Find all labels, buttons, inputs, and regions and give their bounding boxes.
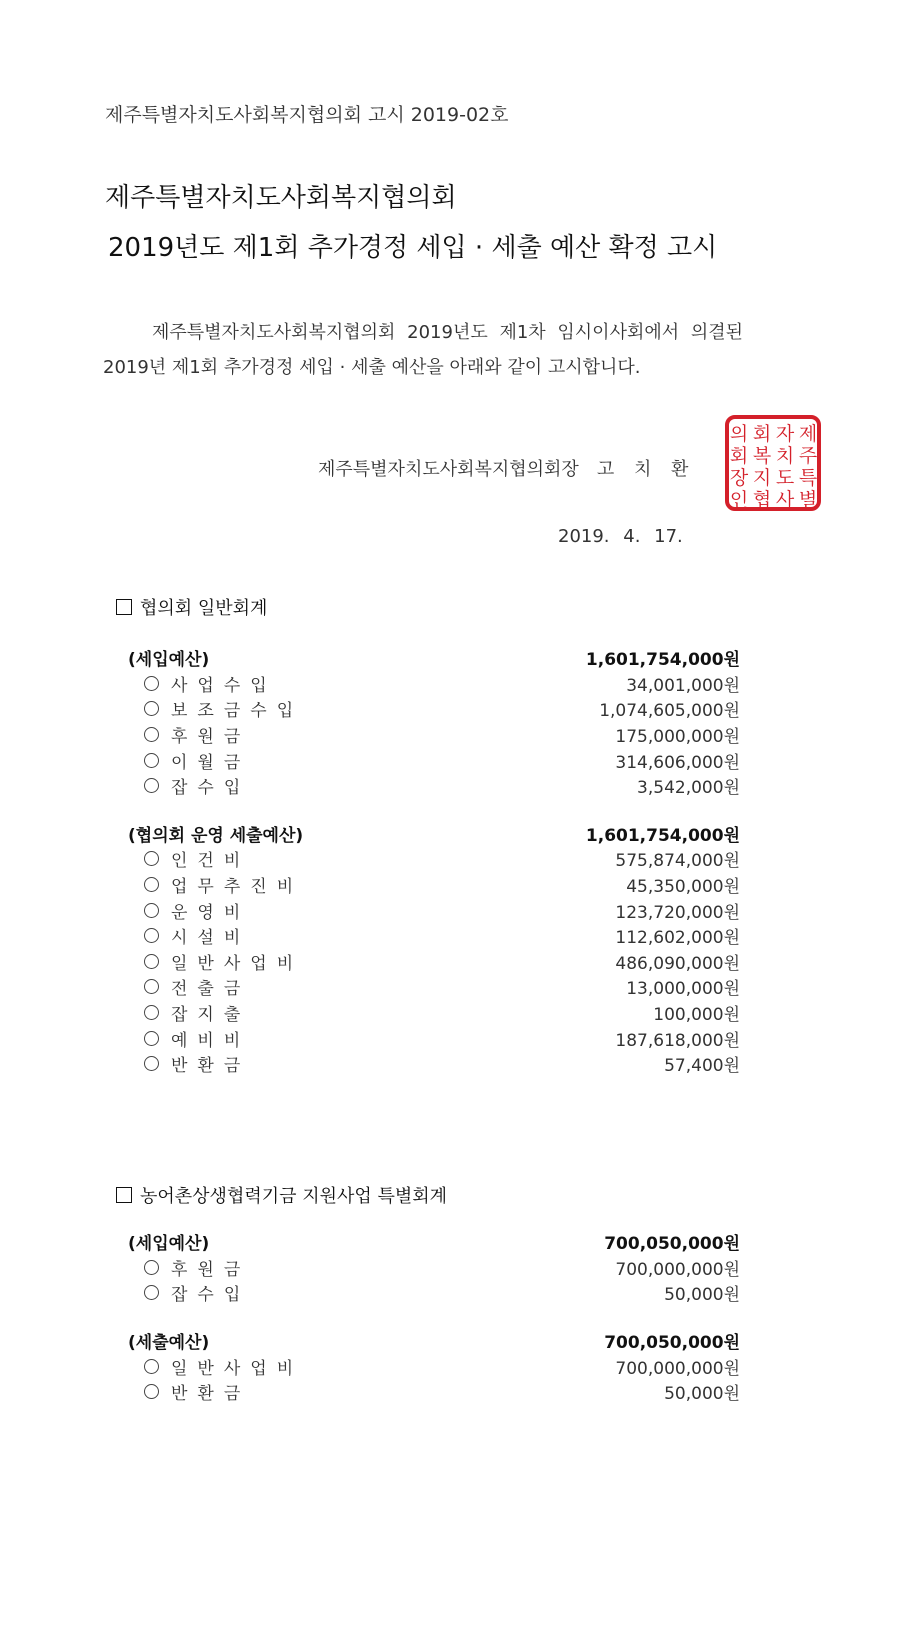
circle-bullet-icon	[144, 1056, 159, 1071]
circle-bullet-icon	[144, 1359, 159, 1374]
seal-character: 복	[752, 445, 772, 467]
seal-character: 도	[775, 467, 795, 489]
group-label: (세출예산)	[128, 1333, 210, 1354]
item-amount: 700,000,000원	[615, 1358, 740, 1379]
item-name: 잡수입	[171, 1285, 251, 1306]
item-amount: 700,000,000원	[615, 1259, 740, 1280]
budget-item-row	[128, 773, 740, 799]
item-name: 반환금	[171, 1384, 251, 1405]
signature-position: 제주특별자치도사회복지협의회장	[318, 459, 579, 480]
section-title: 협의회 일반회계	[140, 598, 268, 619]
seal-character: 치	[775, 445, 795, 467]
checkbox-square-icon	[116, 1187, 132, 1203]
item-amount: 50,000원	[664, 1384, 740, 1405]
seal-character: 특	[798, 467, 818, 489]
group-total: 1,601,754,000원	[585, 650, 740, 671]
item-name: 운영비	[171, 902, 251, 923]
item-amount: 112,602,000원	[615, 928, 740, 949]
circle-bullet-icon	[144, 778, 159, 793]
circle-bullet-icon	[144, 903, 159, 918]
seal-character: 회	[729, 445, 749, 467]
circle-bullet-icon	[144, 1260, 159, 1275]
group-label: (세입예산)	[128, 650, 210, 671]
item-amount: 175,000,000원	[615, 727, 740, 748]
item-name: 후원금	[171, 1259, 251, 1280]
item-amount: 486,090,000원	[615, 953, 740, 974]
budget-item-row	[128, 923, 740, 949]
group-header-row	[128, 1229, 740, 1255]
circle-bullet-icon	[144, 1285, 159, 1300]
signature-name: 고 치 환	[596, 459, 689, 480]
item-name: 보조금수입	[171, 701, 304, 722]
group-header-row	[128, 645, 740, 671]
item-amount: 187,618,000원	[615, 1030, 740, 1051]
circle-bullet-icon	[144, 676, 159, 691]
seal-character: 협	[752, 489, 772, 511]
circle-bullet-icon	[144, 979, 159, 994]
item-name: 잡지출	[171, 1005, 251, 1026]
group-total: 1,601,754,000원	[585, 825, 740, 846]
circle-bullet-icon	[144, 1384, 159, 1399]
item-amount: 13,000,000원	[626, 979, 740, 1000]
seal-character: 지	[752, 467, 772, 489]
budget-item-row	[128, 696, 740, 722]
item-name: 잡수입	[171, 778, 251, 799]
seal-character: 자	[775, 423, 795, 445]
item-amount: 1,074,605,000원	[599, 701, 740, 722]
section-heading	[116, 1182, 447, 1208]
seal-character: 별	[798, 489, 818, 511]
circle-bullet-icon	[144, 851, 159, 866]
budget-list-special	[128, 1229, 740, 1405]
paragraph-line-2: 2019년 제1회 추가경정 세입 · 세출 예산을 아래와 같이 고시합니다.	[103, 357, 641, 378]
item-amount: 314,606,000원	[615, 752, 740, 773]
budget-item-row	[128, 872, 740, 898]
circle-bullet-icon	[144, 1005, 159, 1020]
budget-item-row	[128, 671, 740, 697]
circle-bullet-icon	[144, 1031, 159, 1046]
checkbox-square-icon	[116, 599, 132, 615]
notice-number: 제주특별자치도사회복지협의회 고시 2019-02호	[105, 104, 509, 126]
item-name: 반환금	[171, 1056, 251, 1077]
budget-item-row	[128, 1255, 740, 1281]
item-amount: 45,350,000원	[626, 877, 740, 898]
item-name: 이월금	[171, 752, 251, 773]
budget-item-row	[128, 846, 740, 872]
item-amount: 3,542,000원	[637, 778, 740, 799]
title-line-2: 2019년도 제1회 추가경정 세입 · 세출 예산 확정 고시	[108, 233, 718, 263]
spacer	[128, 1306, 740, 1328]
seal-character: 사	[775, 489, 795, 511]
item-amount: 100,000원	[653, 1005, 740, 1026]
item-name: 후원금	[171, 727, 251, 748]
circle-bullet-icon	[144, 954, 159, 969]
budget-item-row	[128, 1000, 740, 1026]
budget-item-row	[128, 1379, 740, 1405]
circle-bullet-icon	[144, 727, 159, 742]
group-label: (협의회 운영 세출예산)	[128, 825, 304, 846]
budget-item-row	[128, 1025, 740, 1051]
item-name: 전출금	[171, 979, 251, 1000]
circle-bullet-icon	[144, 928, 159, 943]
budget-item-row	[128, 722, 740, 748]
budget-item-row	[128, 747, 740, 773]
budget-item-row	[128, 897, 740, 923]
item-name: 시설비	[171, 928, 251, 949]
official-seal	[724, 414, 822, 512]
section-title: 농어촌상생협력기금 지원사업 특별회계	[140, 1186, 448, 1207]
item-name: 일반사업비	[171, 1358, 304, 1379]
budget-item-row	[128, 1051, 740, 1077]
budget-list-general	[128, 645, 740, 1077]
title-line-1: 제주특별자치도사회복지협의회	[105, 183, 457, 213]
spacer	[128, 799, 740, 821]
item-name: 인건비	[171, 851, 251, 872]
group-total: 700,050,000원	[604, 1333, 740, 1354]
section-heading	[116, 594, 267, 620]
group-header-row	[128, 821, 740, 847]
circle-bullet-icon	[144, 753, 159, 768]
budget-item-row	[128, 974, 740, 1000]
seal-character: 인	[729, 489, 749, 511]
group-label: (세입예산)	[128, 1234, 210, 1255]
circle-bullet-icon	[144, 877, 159, 892]
seal-character: 장	[729, 467, 749, 489]
item-name: 예비비	[171, 1030, 251, 1051]
budget-item-row	[128, 949, 740, 975]
item-amount: 575,874,000원	[615, 851, 740, 872]
item-amount: 57,400원	[664, 1056, 740, 1077]
group-total: 700,050,000원	[604, 1234, 740, 1255]
item-name: 일반사업비	[171, 953, 304, 974]
item-name: 업무추진비	[171, 877, 304, 898]
seal-character: 제	[798, 423, 818, 445]
item-amount: 123,720,000원	[615, 902, 740, 923]
circle-bullet-icon	[144, 701, 159, 716]
seal-character: 주	[798, 445, 818, 467]
budget-item-row	[128, 1280, 740, 1306]
item-amount: 34,001,000원	[626, 675, 740, 696]
seal-character: 의	[729, 423, 749, 445]
item-amount: 50,000원	[664, 1285, 740, 1306]
group-header-row	[128, 1328, 740, 1354]
signature	[318, 455, 688, 481]
paragraph-line-1: 제주특별자치도사회복지협의회 2019년도 제1차 임시이사회에서 의결된	[152, 322, 744, 343]
notice-date: 2019. 4. 17.	[558, 526, 683, 547]
item-name: 사업수입	[171, 675, 277, 696]
budget-item-row	[128, 1353, 740, 1379]
seal-character: 회	[752, 423, 772, 445]
